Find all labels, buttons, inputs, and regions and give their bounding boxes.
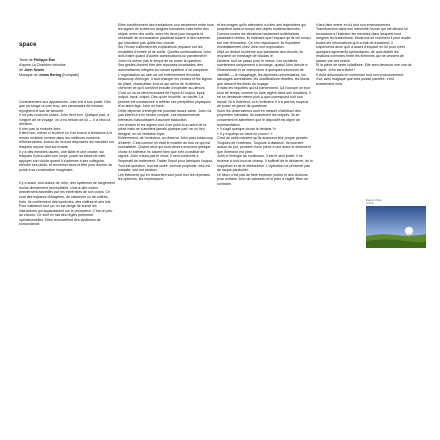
sphere-object: [405, 227, 413, 235]
credit-music-line: [19, 73, 114, 78]
page-title: space: [19, 42, 37, 48]
paragraph: Contrairement aux apparences, John est à son poste. Dès que ça bouge un peu trop, ses camarades de mission rejoignent le sas de sécurité. Il n'a pas voulu les suivre. John tient bon. Quelque part, à l'origine de ce voyage, on a eu besoin de lui — il a vécu la décision. Il n'en pas la moindre idée. Il tient bon, même si la pièce où il se trouve a tendance à le rendre invisible comme dans les meilleurs numéros d'illusionnistes. Autour de lui sont disposées les meubles sur lesquels repose tout son travail. Il y a des meubles usuels, une table et une chaise, sur lesquels il peut caler son corps, poser sa tasse de café, appuyer son coude quand il s'adresse à ses collègues, étendre ses pieds, et renverser alors la tête pour donner du poids à sa construction imaginaire.: [19, 99, 114, 172]
text-column-1: [19, 95, 115, 313]
credit-text-prefix: Texte de: [19, 58, 34, 62]
credit-author-name: Philippe Éon: [33, 58, 56, 62]
paragraph: et les images qu'ils attendent ou bien des trajectoires qui projettent dans le temps des objets surdimensionnés. Comme toutes les situations hautement sollicitatives paraissent réelles, ils estiment que l'espace qu'ils ont conçu est une rétroaction. Ce n'en réjouissent. Ils exploitent immédiatement chez John une exploration. Déjà on déduit conforme aux standards des circuits, ils recyclent un message de Nicolas le. Dedans, tout se passe pour le mieux. Les incidents surviennent uniquement à la marge, quand John désole à l'illusionniste et se cramponne à quelques souvenirs de visibilité — le maquillage, les diplômes universitaires, les tatouages surréalistes, les scarifications rituelles, les tissus que laissent les éléas du voyage. Il traite les requêtes qui lui parviennent. Ça l'occupe un bon bout de temps, comme un tube digéré dans ses fonctions. Il ne se demande même plus à quoi correspond tout son travail. Ni à l'intérieur, ni à l'extérieur, il n'a pas les moyens de poser ce genre de questions. Sous les observateurs sont en mesure d'attribuer des propriétés mentales. Ils examinent les outputs. Ils se concertent et admettent que le dispositif est digne de représentation. « Il s'agit quelque chose le dedans ?» « Il y a quelqu'un dans ce cocon ! » C'est de cette manière qu'ils avancent leur propre pensée. Toujours de l'extérieur. Toujours à distance. Ils tournent autour du pot, pensent d'une pièce à une autre et déduisent que l'intérieur est plein. John a l'énergie du continuum, il est le seul posté, il ne reverse à tout bout de champ. Il suffirait de le déclamer, de le supprimer et de le débrancher. L'opération ne présente pas de risque particulier. Le fœux n'est pas de faire exploser portes et des cloisons pour extraire John du vaisseau et le jeter à l'agité. Bien au contraire,: [217, 22, 313, 186]
landscape-image: [366, 206, 426, 248]
figure-caption-year: (2002): [366, 201, 375, 206]
text-column-4: [316, 18, 412, 168]
credit-source-prefix: de: [19, 67, 24, 72]
credit-music-artist: Jonas Bering: [38, 72, 62, 77]
sphere-stand: [408, 235, 409, 237]
credit-source-author: John Searle: [24, 67, 45, 72]
paragraph: Elles conditionnent des traductions non seulement entre tous les signes de toutes les langues humaines mais entre des objets, entre des outils, entre les lieux pour lesquels la nécessité de la translation paraîtrait bizarre à des hommes qui n'auraient pas quitté leur monde. Sur l'écran s'affichent les explications requises sur les modalités d'entrée et de sortie. Quelles combinaisons John doit-il faire quand d'autres combinaisons lui parviennent? John n'a même pas le temps de se poser la question. Ses gestes doivent être des réponses invariables, des automatismes intégrés au nouvel système d'un complexe. L'organisation au sein de cet enfermement récursive beaucoup d'énergie. Il faut changer les choses et les signes de place, réactualiser tout ce qui arrive de l'extérieur, chercher ce qu'il convient ensuite d'expédier au-dehors. C'est un va-et-vient incessant de l'input à l'output, input, output, input, output. Dès qu'on broutille, on vacille. La pensée est condamnée à refléter ces pérépéties physiques d'un autre âge. John en bave. Cette dépense d'énergie est pourtant assez vaine. John n'a pas intérêt à s'en rendre compte. Les déplacements inférieurs n'aboutissent à aucune traduction. Les choses et les signes vont d'un point à un autre de la pièce mais ne s'arrêtent jamais quelque part, en un lieu désigné, en un véritable foyer. Evidemment, de l'extérieur, on observe John avec beaucoup d'intérêt. C'est comme s'il était le modèle de tout ce qui est souhaitable. Quand ceux qui sont dehors envoient quelque chose à l'intérieur, ils savent bien que s'en constitue de signes. John n'aura pas le choix, il sera confronté à l'impératif de traitement. Traiter l'input pour fabriquer l'output. Tout est question, tout est ordre, tout est projectile, tout est maladie, tout est relation. Les éléments qui en ressortent sont pour eux les réponses, les opinions, les impressions: [118, 22, 214, 182]
credit-source-line: d'après La Chambre chinoise: [19, 62, 66, 67]
figure-caption-title: Dance Urine: [366, 198, 382, 202]
figure-caption: [366, 199, 426, 205]
credit-music-label: [Kompakt]: [61, 72, 79, 77]
text-column-3: [217, 18, 313, 316]
landscape-figure: [366, 206, 426, 248]
text-column-2: [118, 18, 214, 316]
credits-block: [19, 58, 114, 78]
credit-music-prefix: Musique de: [19, 72, 39, 77]
paragraph: Il y a aussi, tout autour de John, des systèmes de rangement moins directement perceptibles, c'est-à-dire moins directement assimilés par les extrémités de son corps. Ce sont des espaces d'étagères, de classeurs ou de coffres-forts. Ils contiennent des symboles, des chiffres et des lois. Pour maintenir tout ça, on est obligé de suivre les instructions qui apparaissent sur le prompteur. C'est un peu du chinois. Ce sont en fait des règles purement opérationnelles. Elles renouvellent des systèmes de concordance.: [19, 181, 115, 227]
paragraph: il faut faire entrer en lui tout son environnement. Transformons dans son intériorité l'écran qui est devant lui. Incrustons à l'intérieur les meubles dans lesquels sont rangées les traductions. Montrons-lui comment il peut avaler toutes les informations qu'il a trait de transférer. Il s'apercevra alors qu'il a assez d'espace en lui pour créer quelques agréments symboliques, de quoi établir les relations correctes entre les éléments qui ne cessent de passer par ses mains. Si la pièce se serre volatilisée. Elle sera devenue une vue de l'esprit. John sera libéré ! Il vivra désormais en contenant tout son environnement. Gur, avec magique que cela puisse paraître, c'est exactement cela.: [316, 22, 412, 86]
